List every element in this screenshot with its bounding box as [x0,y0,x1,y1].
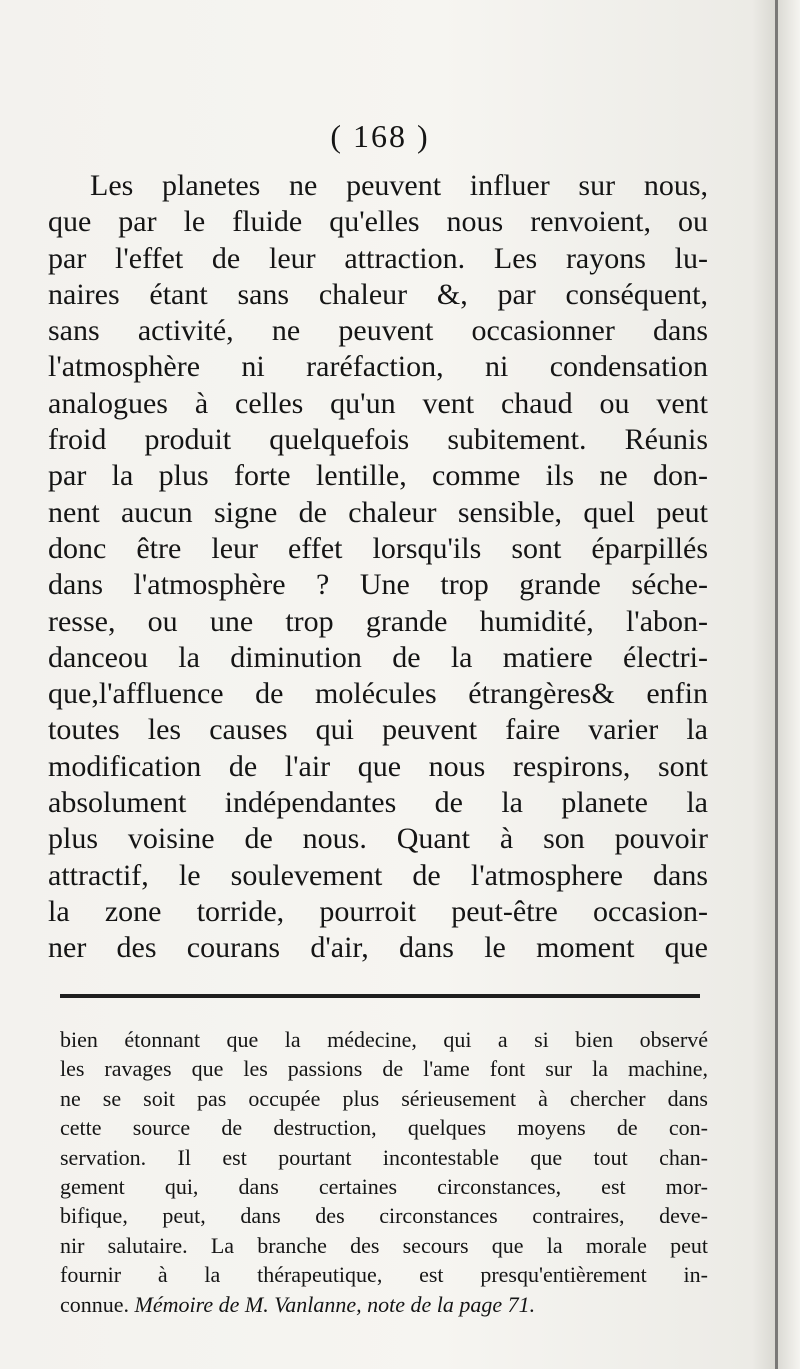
page-number: ( 168 ) [330,118,430,154]
text-line: ner des courans d'air, dans le moment que [48,931,708,965]
text-line: donc être leur effet lorsqu'ils sont éparpillés [48,531,708,565]
footnote-line: gement qui, dans certaines circonstances, est mor- [60,1173,708,1199]
text-line: danceou la diminution de la matiere électri- [48,640,708,674]
footnote-last-line [60,1290,708,1319]
text-line: plus voisine de nous. Quant à son pouvoir [48,822,708,856]
page-edge-shadow [775,0,778,1369]
text-line: dans l'atmosphère ? Une trop grande séche- [48,568,708,602]
text-line: naires étant sans chaleur &, par conséquent, [48,277,708,311]
main-text-block [48,168,708,967]
footnote-citation: Mémoire de M. Vanlanne, note de la page 71. [134,1291,536,1317]
text-line: Les planetes ne peuvent influer sur nous, [90,169,708,202]
footnote-line: cette source de destruction, quelques moyens de con- [60,1115,708,1141]
text-line: sans activité, ne peuvent occasionner dans [48,314,708,348]
text-line: toutes les causes qui peuvent faire varier la [48,713,708,747]
footnote-separator-rule [60,994,700,998]
text-line: attractif, le soulevement de l'atmosphere dans [48,858,708,892]
text-line: resse, ou une trop grande humidité, l'abon- [48,604,708,638]
text-line: par l'effet de leur attraction. Les rayons lu- [48,241,708,275]
text-line: que,l'affluence de molécules étrangères& enfin [48,677,708,711]
footnote-line: servation. Il est pourtant incontestable que tout chan- [60,1144,708,1170]
footnote-last-line-start: connue. [60,1291,130,1317]
text-line: l'atmosphère ni raréfaction, ni condensation [48,350,708,384]
footnote-line: ne se soit pas occupée plus sérieusement à chercher dans [60,1085,708,1111]
text-line: froid produit quelquefois subitement. Réunis [48,423,708,457]
footnote-line: nir salutaire. La branche des secours que la morale peut [60,1232,708,1258]
text-line: analogues à celles qu'un vent chaud ou vent [48,386,708,420]
footnote-line: les ravages que les passions de l'ame font sur la machine, [60,1056,708,1082]
text-line: modification de l'air que nous respirons, sont [48,749,708,783]
text-line: la zone torride, pourroit peut-être occasion- [48,894,708,928]
text-line: que par le fluide qu'elles nous renvoient, ou [48,205,708,239]
footnote-line: bifique, peut, dans des circonstances contraires, deve- [60,1203,708,1229]
text-line: nent aucun signe de chaleur sensible, quel peut [48,495,708,529]
footnote-block [60,1025,708,1319]
text-line: par la plus forte lentille, comme ils ne don- [48,459,708,493]
footnote-line: fournir à la thérapeutique, est presqu'entièrement in- [60,1262,708,1288]
text-line: absolument indépendantes de la planete la [48,786,708,820]
footnote-line: bien étonnant que la médecine, qui a si bien observé [60,1027,708,1052]
